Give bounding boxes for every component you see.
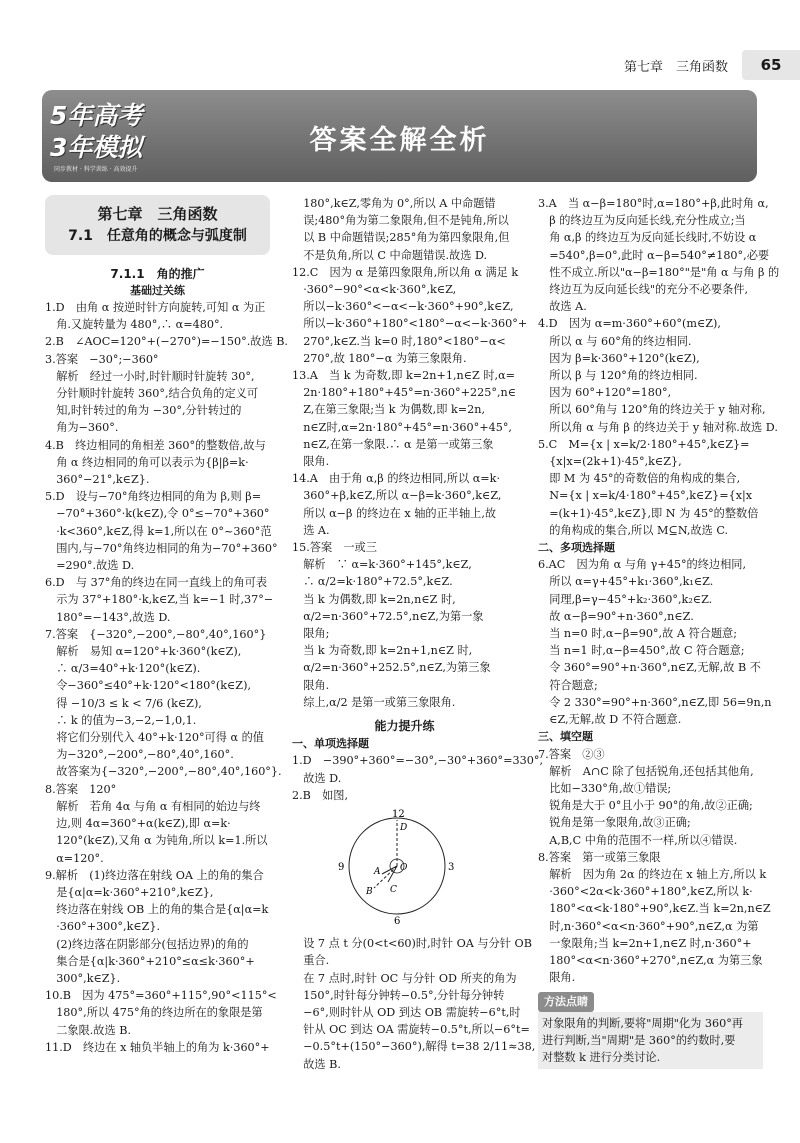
text-line: 比如−330°角,故①错误; <box>538 781 672 795</box>
col2-text-b <box>292 752 544 804</box>
text-line: 300°,k∈Z}. <box>45 971 121 985</box>
text-line: 7.答案 ②③ <box>538 747 605 761</box>
text-line: 故答案为{−320°,−200°,−80°,40°,160°}. <box>45 765 282 779</box>
text-line: 所以−k·360°+180°<180°−α<−k·360°+ <box>292 317 528 331</box>
text-line: 角.又旋转量为 480°,∴ α=480°. <box>45 318 224 332</box>
page-number: 65 <box>742 50 800 80</box>
text-line: −70°+360°·k(k∈Z),令 0°≤−70°+360° <box>45 507 270 521</box>
text-line: 10.B 因为 475°=360°+115°,90°<115°< <box>45 989 277 1003</box>
col3-text-b <box>538 556 772 728</box>
text-line: 重合. <box>292 954 330 968</box>
text-line: 时,n·360°<α<n·360°+90°,n∈Z,α 为第 <box>538 919 759 933</box>
text-line: 进行判断,当"周期"是 360°的约数时,要 <box>542 1033 736 1047</box>
text-line: 解析 因为角 2α 的终边在 x 轴上方,所以 k <box>538 867 767 881</box>
text-line: 1.D −390°+360°=−30°,−30°+360°=330°, <box>292 754 544 768</box>
tip-badge: 方法点睛 <box>538 992 594 1011</box>
text-line: 180°,所以 475°角的终边所在的象限是第 <box>45 1006 263 1020</box>
text-line: 角 α,β 的终边互为反向延长线时,不妨设 α <box>538 231 757 245</box>
header-chapter: 第七章 三角函数 <box>623 59 728 75</box>
text-line: 360°−21°,k∈Z}. <box>45 473 150 487</box>
text-line: 所以−k·360°<−α<−k·360°+90°,k∈Z, <box>292 300 514 314</box>
logo <box>44 92 164 180</box>
text-line: 故选 A. <box>538 300 587 314</box>
clock-3: 3 <box>448 861 455 873</box>
text-line: 270°,k∈Z.当 k=0 时,180°<180°−α< <box>292 334 506 348</box>
text-line: 180°=−143°,故选 D. <box>45 610 171 624</box>
text-line: 不是负角,所以 C 中命题错误.故选 D. <box>292 248 488 262</box>
banner-title: 答案全解全析 <box>309 125 490 156</box>
text-line: 在 7 点时,时针 OC 与分针 OD 所夹的角为 <box>292 971 517 985</box>
text-line: 9.解析 (1)终边落在射线 OA 上的角的集合 <box>45 868 264 882</box>
text-line: 因为 β=k·360°+120°(k∈Z), <box>538 351 700 365</box>
chapter-box <box>45 195 270 255</box>
section-title: 7.1 任意角的概念与弧度制 <box>68 228 247 244</box>
text-line: 解析 若角 4α 与角 α 有相同的始边与终 <box>45 799 261 813</box>
label-o: O <box>400 862 408 873</box>
tip-box <box>538 1012 763 1070</box>
text-line: 所以角 α 与角 β 的终边关于 y 轴对称.故选 D. <box>538 420 778 434</box>
text-line: −6°,则时针从 OD 到达 OB 需旋转−6°t,时 <box>292 1005 521 1019</box>
text-line: α/2=n·360°+252.5°,n∈Z,为第三象 <box>292 661 491 675</box>
text-line: 得 −10/3 ≤ k < 7/6 (k∈Z), <box>45 696 202 710</box>
text-line: 2.B ∠AOC=120°+(−270°)=−150°.故选 B. <box>45 335 288 349</box>
subsection-title: 7.1.1 角的推广 <box>110 267 205 281</box>
column-2 <box>292 195 544 1073</box>
text-line: 综上,α/2 是第一或第三象限角. <box>292 695 456 709</box>
text-line: 限角. <box>538 971 576 985</box>
column-1 <box>45 195 288 1056</box>
label-b: B <box>366 886 373 897</box>
text-line: 符合题意; <box>538 678 598 692</box>
text-line: 5.C M={x | x=k/2·180°+45°,k∈Z}= <box>538 437 750 451</box>
col2-text-a <box>292 195 528 711</box>
text-line: N={x | x=k/4·180°+45°,k∈Z}={x|x <box>538 489 753 503</box>
text-line: 为−320°,−200°,−80°,40°,160°. <box>45 748 234 762</box>
text-line: 6.AC 因为角 α 与角 γ+45°的终边相同, <box>538 558 747 572</box>
text-line: 7.答案 {−320°,−200°,−80°,40°,160°} <box>45 627 267 641</box>
text-line: ∴ k 的值为−3,−2,−1,0,1. <box>45 713 197 727</box>
text-line: 对象限角的判断,要将"周期"化为 360°再 <box>542 1016 743 1030</box>
text-line: 解析 易知 α=120°+k·360°(k∈Z), <box>45 645 242 659</box>
fill-blank-heading: 三、填空题 <box>538 730 593 744</box>
text-line: 对整数 k 进行分类讨论. <box>542 1050 661 1064</box>
text-line: 11.D 终边在 x 轴负半轴上的角为 k·360°+ <box>45 1040 270 1054</box>
text-line: 8.答案 第一或第三象限 <box>538 850 661 864</box>
label-d: D <box>400 822 408 833</box>
text-line: 3.A 当 α−β=180°时,α=180°+β,此时角 α, <box>538 197 769 210</box>
text-line: 3.答案 −30°;−360° <box>45 352 159 366</box>
text-line: 故选 D. <box>292 771 342 785</box>
text-line: 终边落在射线 OB 上的角的集合是{α|α=k <box>45 903 269 917</box>
col3-text-a <box>538 195 780 539</box>
practice-title: 基础过关练 <box>130 284 185 297</box>
text-line: n∈Z,在第一象限.∴ α 是第一或第三象 <box>292 437 494 451</box>
logo-line2: 3年模拟 <box>50 133 143 162</box>
col2-text-c <box>292 935 536 1073</box>
text-line: 令 2 330°=90°+n·360°,n∈Z,即 56=9n,n <box>538 695 772 709</box>
text-line: 8.答案 120° <box>45 782 117 796</box>
text-line: 15.答案 一或三 <box>292 541 377 555</box>
logo-line1: 5年高考 <box>50 101 143 130</box>
clock-figure <box>332 808 462 926</box>
text-line: 令 360°=90°+n·360°,n∈Z,无解,故 B 不 <box>538 661 761 675</box>
text-line: 因为 60°+120°=180°, <box>538 386 672 400</box>
text-line: 解析 ∵ α=k·360°+145°,k∈Z, <box>292 558 472 572</box>
text-line: 180°,k∈Z,零角为 0°,所以 A 中命题错 <box>292 197 496 210</box>
text-line: 锐角是第一象限角,故③正确; <box>538 816 691 830</box>
text-line: 270°,故 180°−α 为第三象限角. <box>292 351 467 365</box>
col1-text <box>45 299 288 1056</box>
text-line: 一象限角;当 k=2n+1,n∈Z 时,n·360°+ <box>538 936 752 950</box>
chapter-title: 第七章 三角函数 <box>97 205 218 223</box>
text-line: 2n·180°+180°+45°=n·360°+225°,n∈ <box>292 386 516 400</box>
text-line: 150°,时针每分钟转−0.5°,分针每分钟转 <box>292 988 505 1002</box>
text-line: 角 α 终边相同的角可以表示为{β|β=k· <box>45 455 249 469</box>
text-line: 180°<α<n·360°+270°,n∈Z,α 为第三象 <box>538 953 763 967</box>
text-line: 是{α|α=k·360°+210°,k∈Z}, <box>45 885 214 899</box>
text-line: ∈Z,无解,故 D 不符合题意. <box>538 713 682 727</box>
text-line: 同理,β=γ−45°+k₂·360°,k₂∈Z. <box>538 592 713 606</box>
text-line: 将它们分别代入 40°+k·120°可得 α 的值 <box>45 731 264 745</box>
text-line: n∈Z时,α=2n·180°+45°=n·360°+45°, <box>292 420 512 434</box>
text-line: 解析 经过一小时,时针顺时针旋转 30°, <box>45 369 255 383</box>
text-line: 设 7 点 t 分(0<t<60)时,时针 OA 与分针 OB <box>292 937 532 951</box>
text-line: ·k<360°,k∈Z,得 k=1,所以在 0°~360°范 <box>45 524 272 538</box>
text-line: 4.B 终边相同的角相差 360°的整数倍,故与 <box>45 438 266 452</box>
text-line: β 的终边互为反向延长线,充分性成立;当 <box>538 214 746 228</box>
text-line: 所以 α−β 的终边在 x 轴的正半轴上,故 <box>292 506 497 520</box>
section-ability: 能力提升练 <box>374 719 435 734</box>
text-line: 360°+β,k∈Z,所以 α−β=k·360°,k∈Z, <box>292 489 502 503</box>
text-line: 所以 α 与 60°角的终边相同. <box>538 334 692 348</box>
text-line: α=120°. <box>45 851 104 865</box>
text-line: 所以 β 与 120°角的终边相同. <box>538 369 698 383</box>
logo-small: 同步教材 · 科学训练 · 高效提升 <box>54 166 138 173</box>
text-line: 4.D 因为 α=m·360°+60°(m∈Z), <box>538 317 721 331</box>
text-line: 14.A 由于角 α,β 的终边相同,所以 α=k· <box>292 472 501 486</box>
text-line: 的角构成的集合,所以 M⊆N,故选 C. <box>538 523 729 537</box>
text-line: 锐角是大于 0°且小于 90°的角,故②正确; <box>538 799 753 813</box>
text-line: 终边互为反向延长线"的充分不必要条件, <box>538 283 749 297</box>
text-line: 二象限.故选 B. <box>45 1023 132 1037</box>
text-line: α/2=n·360°+72.5°,n∈Z,为第一象 <box>292 609 484 623</box>
text-line: 令−360°≤40°+k·120°<180°(k∈Z), <box>45 679 251 693</box>
clock-12: 12 <box>392 808 405 820</box>
text-line: 180°<α<k·180°+90°,k∈Z.当 k=2n,n∈Z <box>538 902 771 916</box>
text-line: 集合是{α|k·360°+210°≤α≤k·360°+ <box>45 954 255 968</box>
text-line: 2.B 如图, <box>292 788 349 802</box>
text-line: A,B,C 中角的范围不一样,所以④错误. <box>538 833 738 847</box>
text-line: (2)终边落在阴影部分(包括边界)的角的 <box>45 937 249 951</box>
page-header <box>580 50 800 80</box>
text-line: 6.D 与 37°角的终边在同一直线上的角可表 <box>45 576 268 590</box>
text-line: 边,则 4α=360°+α(k∈Z),即 α=k· <box>45 817 231 831</box>
label-c: C <box>390 884 397 895</box>
text-line: 所以 α=γ+45°+k₁·360°,k₁∈Z. <box>538 575 714 589</box>
text-line: 限角; <box>292 627 330 641</box>
text-line: 分针顺时针旋转 360°,结合负角的定义可 <box>45 387 259 401</box>
text-line: =290°.故选 D. <box>45 559 135 573</box>
text-line: 示为 37°+180°·k,k∈Z,当 k=−1 时,37°− <box>45 593 274 607</box>
clock-6: 6 <box>394 915 401 926</box>
text-line: ·360°−90°<α<k·360°,k∈Z, <box>292 283 457 297</box>
text-line: 选 A. <box>292 523 330 537</box>
text-line: 120°(k∈Z),又角 α 为钝角,所以 k=1.所以 <box>45 834 268 848</box>
text-line: {x|x=(2k+1)·45°,k∈Z}, <box>538 455 682 469</box>
text-line: ∴ α/3=40°+k·120°(k∈Z). <box>45 662 201 676</box>
text-line: 所以 60°角与 120°角的终边关于 y 轴对称, <box>538 403 766 417</box>
text-line: 以 B 中命题错误;285°角为第四象限角,但 <box>292 231 510 245</box>
text-line: =(k+1)·45°,k∈Z},即 N 为 45°的整数倍 <box>538 506 759 520</box>
text-line: ·360°+300°,k∈Z}. <box>45 920 161 934</box>
text-line: =540°,β=0°,此时 α−β=540°≠180°,必要 <box>538 248 770 262</box>
text-line: ∴ α/2=k·180°+72.5°,k∈Z. <box>292 575 453 589</box>
column-3 <box>538 195 780 1069</box>
text-line: 13.A 当 k 为奇数,即 k=2n+1,n∈Z 时,α= <box>292 369 516 383</box>
text-line: 解析 A∩C 除了包括锐角,还包括其他角, <box>538 764 754 778</box>
clock-9: 9 <box>338 861 345 873</box>
text-line: Z,在第三象限;当 k 为偶数,即 k=2n, <box>292 403 486 417</box>
text-line: ·360°<2α<k·360°+180°,k∈Z,所以 k· <box>538 885 753 899</box>
text-line: 当 k 为奇数,即 k=2n+1,n∈Z 时, <box>292 644 473 658</box>
col3-text-c <box>538 746 771 987</box>
multi-choice-heading: 二、多项选择题 <box>538 541 615 555</box>
text-line: 5.D 设与−70°角终边相同的角为 β,则 β= <box>45 490 262 504</box>
text-line: 围内,与−70°角终边相同的角为−70°+360° <box>45 541 278 555</box>
text-line: 12.C 因为 α 是第四象限角,所以角 α 满足 k <box>292 265 519 279</box>
text-line: −0.5°t+(150°−360°),解得 t=38 2/11≈38, <box>292 1040 536 1054</box>
label-a: A <box>374 866 381 877</box>
text-line: 限角. <box>292 678 330 692</box>
text-line: 即 M 为 45°的奇数倍的角构成的集合, <box>538 472 741 486</box>
single-choice-heading: 一、单项选择题 <box>292 737 369 751</box>
text-line: 当 n=1 时,α−β=450°,故 C 符合题意; <box>538 644 745 658</box>
text-line: 误;480°角为第二象限角,但不是钝角,所以 <box>292 214 509 228</box>
text-line: 故选 B. <box>292 1057 341 1071</box>
text-line: 角为−360°. <box>45 421 119 435</box>
text-line: 性不成立.所以"α−β=180°"是"角 α 与角 β 的 <box>538 265 780 279</box>
text-line: 知,时针转过的角为 −30°,分针转过的 <box>45 404 242 418</box>
text-line: 当 n=0 时,α−β=90°,故 A 符合题意; <box>538 627 737 641</box>
text-line: 故 α−β=90°+n·360°,n∈Z. <box>538 609 694 623</box>
text-line: 针从 OC 到达 OA 需旋转−0.5°t,所以−6°t= <box>292 1023 530 1037</box>
text-line: 限角. <box>292 455 330 469</box>
text-line: 1.D 由角 α 按逆时针方向旋转,可知 α 为正 <box>45 301 266 314</box>
text-line: 当 k 为偶数,即 k=2n,n∈Z 时, <box>292 592 456 606</box>
